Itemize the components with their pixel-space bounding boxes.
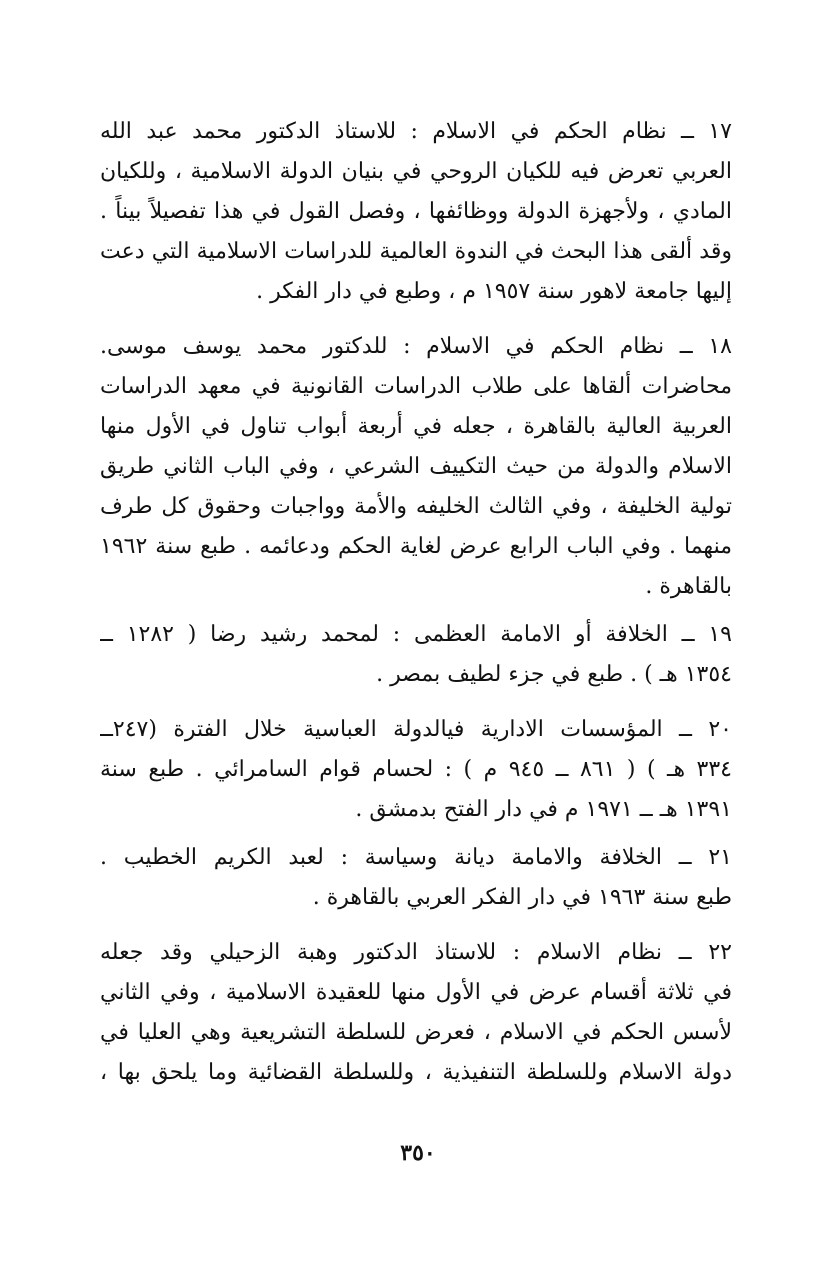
text-line: منهما . وفي الباب الرابع عرض لغاية الحكم ودعائمه . طبع سنة ١٩٦٢ — [100, 534, 732, 559]
text-line: المادي ، ولأجهزة الدولة ووظائفها ، وفصل القول في هذا تفصيلاً بيناً . — [100, 199, 732, 224]
text-line: في ثلاثة أقسام عرض في الأول منها للعقيدة الاسلامية ، وفي الثاني — [100, 980, 732, 1005]
text-line: ٢١ ــ الخلافة والامامة ديانة وسياسة : لعبد الكريم الخطيب . — [100, 845, 732, 870]
text-line: إليها جامعة لاهور سنة ١٩٥٧ م ، وطبع في دار الفكر . — [256, 279, 732, 304]
text-line: بالقاهرة . — [645, 574, 732, 599]
page-body-text — [100, 112, 732, 1093]
text-line: لأسس الحكم في الاسلام ، فعرض للسلطة التشريعية وهي العليا في — [100, 1020, 732, 1045]
page-number: ٣٥٠ — [400, 1140, 436, 1166]
bibliography-entry-19 — [100, 615, 732, 695]
text-line: ٢٢ ــ نظام الاسلام : للاستاذ الدكتور وهبة الزحيلي وقد جعله — [100, 940, 732, 965]
text-line: ٢٠ ــ المؤسسات الادارية فيالدولة العباسية خلال الفترة (٢٤٧ــ — [100, 717, 732, 742]
bibliography-entry-18 — [100, 327, 732, 607]
text-line: ١٣٥٤ هـ ) . طبع في جزء لطيف بمصر . — [376, 662, 732, 687]
text-line: ١٣٩١ هـ ــ ١٩٧١ م في دار الفتح بدمشق . — [355, 797, 732, 822]
bibliography-entry-20 — [100, 710, 732, 830]
text-line: طبع سنة ١٩٦٣ في دار الفكر العربي بالقاهرة . — [312, 885, 732, 910]
text-line: الاسلام والدولة من حيث التكييف الشرعي ، وفي الباب الثاني طريق — [100, 454, 732, 479]
text-line: وقد ألقى هذا البحث في الندوة العالمية للدراسات الاسلامية التي دعت — [100, 239, 732, 264]
text-line: ٣٣٤ هـ ) ( ٨٦١ ــ ٩٤٥ م ) : لحسام قوام السامرائي . طبع سنة — [100, 757, 732, 782]
bibliography-entry-21 — [100, 838, 732, 918]
text-line: ١٨ ــ نظام الحكم في الاسلام : للدكتور محمد يوسف موسى. — [100, 334, 732, 359]
text-line: محاضرات ألقاها على طلاب الدراسات القانونية في معهد الدراسات — [100, 374, 732, 399]
text-line: ١٩ ــ الخلافة أو الامامة العظمى : لمحمد رشيد رضا ( ١٢٨٢ ــ — [100, 622, 732, 647]
text-line: تولية الخليفة ، وفي الثالث الخليفه والأمة وواجبات وحقوق كل طرف — [100, 494, 732, 519]
bibliography-entry-17 — [100, 112, 732, 312]
bibliography-entry-22 — [100, 933, 732, 1093]
text-line: العربية العالية بالقاهرة ، جعله في أربعة أبواب تناول في الأول منها — [100, 414, 732, 439]
text-line: ١٧ ــ نظام الحكم في الاسلام : للاستاذ الدكتور محمد عبد الله — [100, 119, 732, 144]
text-line: دولة الاسلام وللسلطة التنفيذية ، وللسلطة القضائية وما يلحق بها ، — [100, 1060, 732, 1085]
text-line: العربي تعرض فيه للكيان الروحي في بنيان الدولة الاسلامية ، وللكيان — [100, 159, 732, 184]
